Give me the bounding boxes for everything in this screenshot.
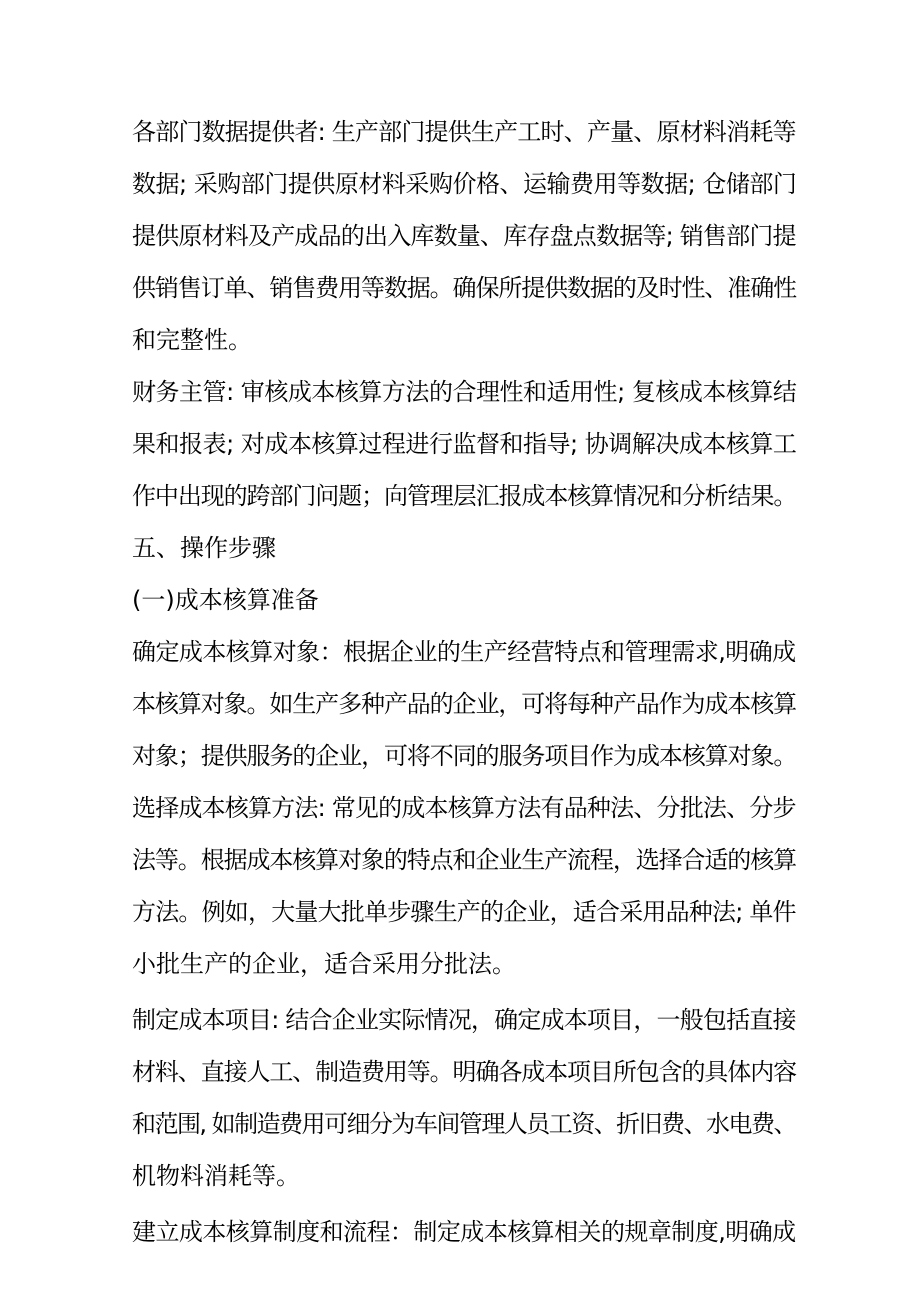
subsection-heading: (一)成本核算准备: [132, 586, 319, 614]
text-line: 提供原材料及产成品的出入库数量、库存盘点数据等; 销售部门提: [132, 222, 796, 250]
text-line: 确定成本核算对象：根据企业的生产经营特点和管理需求,明确成: [132, 638, 796, 666]
text-line: 小批生产的企业，适合采用分批法。: [132, 950, 516, 978]
document-body: [132, 106, 796, 1258]
text-line: 果和报表; 对成本核算过程进行监督和指导; 协调解决成本核算工: [132, 430, 797, 458]
text-line: 对象；提供服务的企业，可将不同的服务项目作为成本核算对象。: [132, 742, 797, 770]
text-line: 选择成本核算方法: 常见的成本核算方法有品种法、分批法、分步: [132, 794, 796, 822]
text-line: 各部门数据提供者: 生产部门提供生产工时、产量、原材料消耗等: [132, 118, 796, 146]
text-line: 和完整性。: [132, 326, 252, 354]
text-line: 和范围, 如制造费用可细分为车间管理人员工资、折旧费、水电费、: [132, 1110, 796, 1138]
text-line: 供销售订单、销售费用等数据。确保所提供数据的及时性、准确性: [132, 274, 796, 302]
text-line: 制定成本项目: 结合企业实际情况，确定成本项目，一般包括直接: [132, 1006, 796, 1034]
text-line: 法等。根据成本核算对象的特点和企业生产流程，选择合适的核算: [132, 846, 796, 874]
section-heading: 五、操作步骤: [132, 534, 276, 562]
text-line: 机物料消耗等。: [132, 1162, 300, 1190]
text-line: 作中出现的跨部门问题；向管理层汇报成本核算情况和分析结果。: [132, 482, 797, 510]
text-line: 材料、直接人工、制造费用等。明确各成本项目所包含的具体内容: [132, 1058, 796, 1086]
text-line: 建立成本核算制度和流程：制定成本核算相关的规章制度,明确成: [132, 1218, 796, 1246]
text-line: 财务主管: 审核成本核算方法的合理性和适用性; 复核成本核算结: [132, 378, 797, 406]
text-line: 数据; 采购部门提供原材料采购价格、运输费用等数据; 仓储部门: [132, 170, 797, 198]
text-line: 本核算对象。如生产多种产品的企业，可将每种产品作为成本核算: [132, 690, 796, 718]
text-line: 方法。例如，大量大批单步骤生产的企业，适合采用品种法; 单件: [132, 898, 796, 926]
